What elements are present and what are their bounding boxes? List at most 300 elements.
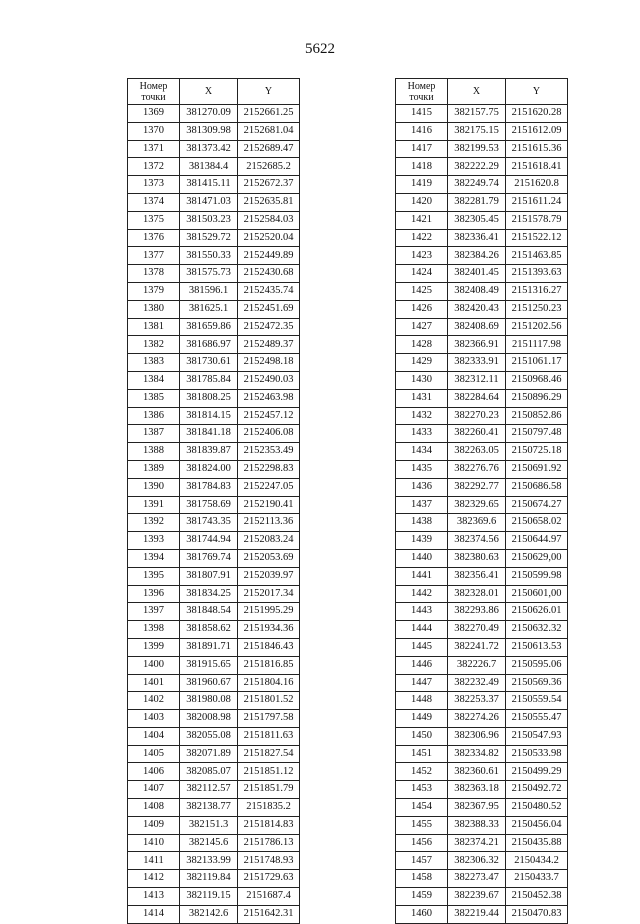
table-row — [396, 140, 568, 158]
x-cell: 382306.32 — [448, 852, 506, 870]
point-number-cell: 1385 — [128, 389, 180, 407]
point-number-cell: 1374 — [128, 193, 180, 211]
table-row — [128, 638, 300, 656]
table-row — [128, 229, 300, 247]
table-row — [128, 496, 300, 514]
table-row — [128, 354, 300, 372]
point-number-cell: 1459 — [396, 888, 448, 906]
point-number-cell: 1437 — [396, 496, 448, 514]
point-number-cell: 1445 — [396, 638, 448, 656]
x-cell: 382360.61 — [448, 763, 506, 781]
x-cell: 382157.75 — [448, 105, 506, 123]
y-cell: 2150434.2 — [506, 852, 568, 870]
y-cell: 2150499.29 — [506, 763, 568, 781]
table-row — [396, 549, 568, 567]
point-number-cell: 1392 — [128, 514, 180, 532]
table-row — [128, 745, 300, 763]
point-number-cell: 1436 — [396, 478, 448, 496]
x-cell: 382363.18 — [448, 781, 506, 799]
x-cell: 382219.44 — [448, 905, 506, 923]
point-number-cell: 1391 — [128, 496, 180, 514]
table-row — [128, 176, 300, 194]
table-row — [128, 834, 300, 852]
point-number-cell: 1375 — [128, 211, 180, 229]
x-cell: 381270.09 — [180, 105, 238, 123]
x-cell: 382384.26 — [448, 247, 506, 265]
y-cell: 2152689.47 — [238, 140, 300, 158]
x-cell: 382333.91 — [448, 354, 506, 372]
point-number-cell: 1409 — [128, 816, 180, 834]
table-row — [396, 354, 568, 372]
x-cell: 381839.87 — [180, 443, 238, 461]
point-number-cell: 1412 — [128, 870, 180, 888]
y-cell: 2152039.97 — [238, 567, 300, 585]
point-number-cell: 1454 — [396, 799, 448, 817]
table-row — [128, 585, 300, 603]
table-row — [396, 211, 568, 229]
table-row — [128, 282, 300, 300]
y-cell: 2151851.79 — [238, 781, 300, 799]
y-cell: 2151250.23 — [506, 300, 568, 318]
point-number-cell: 1452 — [396, 763, 448, 781]
x-cell: 381471.03 — [180, 193, 238, 211]
point-number-cell: 1394 — [128, 549, 180, 567]
y-cell: 2151202.56 — [506, 318, 568, 336]
x-cell: 382292.77 — [448, 478, 506, 496]
x-cell: 382374.21 — [448, 834, 506, 852]
x-cell: 382241.72 — [448, 638, 506, 656]
x-cell: 382232.49 — [448, 674, 506, 692]
x-cell: 381841.18 — [180, 425, 238, 443]
x-cell: 382293.86 — [448, 603, 506, 621]
table-row — [128, 514, 300, 532]
point-number-cell: 1410 — [128, 834, 180, 852]
x-cell: 382312.11 — [448, 371, 506, 389]
table-row — [396, 318, 568, 336]
x-cell: 381309.98 — [180, 122, 238, 140]
x-cell: 382369.6 — [448, 514, 506, 532]
y-cell: 2152635.81 — [238, 193, 300, 211]
table-row — [396, 870, 568, 888]
point-number-header-line2: точки — [409, 91, 434, 103]
x-cell: 381596.1 — [180, 282, 238, 300]
y-cell: 2152451.69 — [238, 300, 300, 318]
y-cell: 2152584.03 — [238, 211, 300, 229]
x-cell: 381858.62 — [180, 621, 238, 639]
y-cell: 2150644.97 — [506, 532, 568, 550]
y-cell: 2150547.93 — [506, 727, 568, 745]
y-cell: 2150632.32 — [506, 621, 568, 639]
y-cell: 2151393.63 — [506, 265, 568, 283]
point-number-cell: 1417 — [396, 140, 448, 158]
y-header: Y — [506, 79, 568, 105]
x-cell: 382388.33 — [448, 816, 506, 834]
y-cell: 2152435.74 — [238, 282, 300, 300]
y-cell: 2152672.37 — [238, 176, 300, 194]
x-cell: 382071.89 — [180, 745, 238, 763]
point-number-header-line2: точки — [141, 91, 166, 103]
x-cell: 382270.23 — [448, 407, 506, 425]
y-cell: 2150691.92 — [506, 460, 568, 478]
table-row — [396, 176, 568, 194]
table-row — [128, 816, 300, 834]
x-cell: 381659.86 — [180, 318, 238, 336]
table-row — [396, 567, 568, 585]
y-cell: 2150595.06 — [506, 656, 568, 674]
x-cell: 381625.1 — [180, 300, 238, 318]
table-row — [128, 247, 300, 265]
table-row — [128, 710, 300, 728]
y-cell: 2151061.17 — [506, 354, 568, 372]
y-cell: 2150569.36 — [506, 674, 568, 692]
y-cell: 2151463.85 — [506, 247, 568, 265]
table-row — [396, 425, 568, 443]
x-cell: 382145.6 — [180, 834, 238, 852]
y-cell: 2151846.43 — [238, 638, 300, 656]
x-cell: 382408.69 — [448, 318, 506, 336]
point-number-cell: 1395 — [128, 567, 180, 585]
x-cell: 382281.79 — [448, 193, 506, 211]
y-cell: 2150896.29 — [506, 389, 568, 407]
x-cell: 382138.77 — [180, 799, 238, 817]
x-cell: 382239.67 — [448, 888, 506, 906]
point-number-cell: 1381 — [128, 318, 180, 336]
point-number-cell: 1377 — [128, 247, 180, 265]
point-number-cell: 1413 — [128, 888, 180, 906]
x-cell: 382366.91 — [448, 336, 506, 354]
point-number-cell: 1428 — [396, 336, 448, 354]
table-row — [128, 905, 300, 923]
point-number-cell: 1390 — [128, 478, 180, 496]
table-row — [396, 105, 568, 123]
y-cell: 2151117.98 — [506, 336, 568, 354]
y-cell: 2151811.63 — [238, 727, 300, 745]
y-cell: 2151522.12 — [506, 229, 568, 247]
point-number-cell: 1430 — [396, 371, 448, 389]
table-row — [128, 105, 300, 123]
table-row — [396, 745, 568, 763]
y-cell: 2151797.58 — [238, 710, 300, 728]
table-row — [396, 799, 568, 817]
table-row — [128, 443, 300, 461]
table-row — [128, 193, 300, 211]
table-row — [396, 888, 568, 906]
y-cell: 2152298.83 — [238, 460, 300, 478]
table-row — [396, 478, 568, 496]
table-row — [396, 336, 568, 354]
y-cell: 2151687.4 — [238, 888, 300, 906]
table-row — [396, 371, 568, 389]
y-cell: 2152685.2 — [238, 158, 300, 176]
x-cell: 382284.64 — [448, 389, 506, 407]
x-cell: 382263.05 — [448, 443, 506, 461]
point-number-cell: 1371 — [128, 140, 180, 158]
table-row — [396, 300, 568, 318]
x-cell: 382306.96 — [448, 727, 506, 745]
point-number-cell: 1460 — [396, 905, 448, 923]
table-row — [396, 158, 568, 176]
table-row — [128, 425, 300, 443]
table-row — [396, 763, 568, 781]
x-cell: 382273.47 — [448, 870, 506, 888]
point-number-cell: 1393 — [128, 532, 180, 550]
y-cell: 2151612.09 — [506, 122, 568, 140]
point-number-cell: 1446 — [396, 656, 448, 674]
y-cell: 2152083.24 — [238, 532, 300, 550]
x-cell: 381915.65 — [180, 656, 238, 674]
table-row — [396, 621, 568, 639]
point-number-header-line1: Номер — [139, 80, 168, 92]
x-header: X — [180, 79, 238, 105]
y-cell: 2151316.27 — [506, 282, 568, 300]
point-number-cell: 1386 — [128, 407, 180, 425]
x-cell: 381824.00 — [180, 460, 238, 478]
point-number-cell: 1406 — [128, 763, 180, 781]
table-header-row — [396, 79, 568, 105]
table-row — [128, 781, 300, 799]
point-number-cell: 1408 — [128, 799, 180, 817]
table-row — [128, 621, 300, 639]
y-cell: 2152490.03 — [238, 371, 300, 389]
x-header: X — [448, 79, 506, 105]
x-cell: 382119.84 — [180, 870, 238, 888]
table-row — [128, 603, 300, 621]
point-number-cell: 1448 — [396, 692, 448, 710]
point-number-cell: 1418 — [396, 158, 448, 176]
x-cell: 382175.15 — [448, 122, 506, 140]
y-cell: 2151615.36 — [506, 140, 568, 158]
y-cell: 2150492.72 — [506, 781, 568, 799]
point-number-cell: 1434 — [396, 443, 448, 461]
point-number-cell: 1438 — [396, 514, 448, 532]
table-row — [396, 247, 568, 265]
y-cell: 2150626.01 — [506, 603, 568, 621]
point-number-cell: 1449 — [396, 710, 448, 728]
point-number-cell: 1424 — [396, 265, 448, 283]
y-cell: 2150435.88 — [506, 834, 568, 852]
x-cell: 381758.69 — [180, 496, 238, 514]
y-cell: 2152017.34 — [238, 585, 300, 603]
x-cell: 382085.07 — [180, 763, 238, 781]
table-row — [396, 389, 568, 407]
x-cell: 382226.7 — [448, 656, 506, 674]
table-row — [396, 852, 568, 870]
point-number-cell: 1443 — [396, 603, 448, 621]
x-cell: 382222.29 — [448, 158, 506, 176]
table-row — [128, 888, 300, 906]
point-number-cell: 1431 — [396, 389, 448, 407]
y-cell: 2150456.04 — [506, 816, 568, 834]
table-row — [128, 478, 300, 496]
y-cell: 2152449.89 — [238, 247, 300, 265]
table-row — [396, 656, 568, 674]
x-cell: 381730.61 — [180, 354, 238, 372]
y-cell: 2150852.86 — [506, 407, 568, 425]
x-cell: 382334.82 — [448, 745, 506, 763]
y-header: Y — [238, 79, 300, 105]
point-number-cell: 1420 — [396, 193, 448, 211]
point-number-cell: 1432 — [396, 407, 448, 425]
table-row — [396, 727, 568, 745]
y-cell: 2152247.05 — [238, 478, 300, 496]
y-cell: 2151851.12 — [238, 763, 300, 781]
x-cell: 382329.65 — [448, 496, 506, 514]
x-cell: 381575.73 — [180, 265, 238, 283]
table-row — [128, 389, 300, 407]
x-cell: 382276.76 — [448, 460, 506, 478]
x-cell: 381373.42 — [180, 140, 238, 158]
x-cell: 382260.41 — [448, 425, 506, 443]
x-cell: 382151.3 — [180, 816, 238, 834]
table-row — [396, 781, 568, 799]
point-number-cell: 1383 — [128, 354, 180, 372]
table-row — [396, 585, 568, 603]
x-cell: 381415.11 — [180, 176, 238, 194]
point-number-cell: 1455 — [396, 816, 448, 834]
point-number-cell: 1435 — [396, 460, 448, 478]
table-row — [128, 460, 300, 478]
table-row — [128, 763, 300, 781]
point-number-cell: 1423 — [396, 247, 448, 265]
y-cell: 2151620.28 — [506, 105, 568, 123]
coordinates-table-right — [395, 78, 568, 924]
point-number-cell: 1388 — [128, 443, 180, 461]
y-cell: 2151620.8 — [506, 176, 568, 194]
point-number-cell: 1450 — [396, 727, 448, 745]
point-number-cell: 1440 — [396, 549, 448, 567]
x-cell: 381808.25 — [180, 389, 238, 407]
y-cell: 2152353.49 — [238, 443, 300, 461]
y-cell: 2151642.31 — [238, 905, 300, 923]
y-cell: 2152520.04 — [238, 229, 300, 247]
point-number-cell: 1442 — [396, 585, 448, 603]
y-cell: 2150629,00 — [506, 549, 568, 567]
y-cell: 2152498.18 — [238, 354, 300, 372]
point-number-cell: 1441 — [396, 567, 448, 585]
point-number-cell: 1370 — [128, 122, 180, 140]
point-number-cell: 1447 — [396, 674, 448, 692]
x-cell: 381807.91 — [180, 567, 238, 585]
y-cell: 2151995.29 — [238, 603, 300, 621]
x-cell: 382356.41 — [448, 567, 506, 585]
table-row — [128, 799, 300, 817]
point-number-cell: 1407 — [128, 781, 180, 799]
point-number-cell: 1415 — [396, 105, 448, 123]
point-number-cell: 1402 — [128, 692, 180, 710]
point-number-cell: 1379 — [128, 282, 180, 300]
table-row — [396, 282, 568, 300]
point-number-header — [396, 79, 448, 105]
y-cell: 2150686.58 — [506, 478, 568, 496]
point-number-cell: 1384 — [128, 371, 180, 389]
x-cell: 382199.53 — [448, 140, 506, 158]
point-number-header — [128, 79, 180, 105]
table-row — [128, 265, 300, 283]
y-cell: 2151611.24 — [506, 193, 568, 211]
y-cell: 2150674.27 — [506, 496, 568, 514]
y-cell: 2152053.69 — [238, 549, 300, 567]
table-row — [396, 443, 568, 461]
x-cell: 382142.6 — [180, 905, 238, 923]
x-cell: 382270.49 — [448, 621, 506, 639]
point-number-cell: 1387 — [128, 425, 180, 443]
table-row — [128, 567, 300, 585]
x-cell: 382274.26 — [448, 710, 506, 728]
y-cell: 2151814.83 — [238, 816, 300, 834]
point-number-cell: 1439 — [396, 532, 448, 550]
point-number-cell: 1373 — [128, 176, 180, 194]
x-cell: 381384.4 — [180, 158, 238, 176]
table-row — [128, 407, 300, 425]
x-cell: 382119.15 — [180, 888, 238, 906]
point-number-cell: 1401 — [128, 674, 180, 692]
x-cell: 381550.33 — [180, 247, 238, 265]
table-row — [396, 834, 568, 852]
table-header-row — [128, 79, 300, 105]
table-body — [396, 105, 568, 924]
y-cell: 2151801.52 — [238, 692, 300, 710]
point-number-cell: 1404 — [128, 727, 180, 745]
x-cell: 382249.74 — [448, 176, 506, 194]
point-number-cell: 1453 — [396, 781, 448, 799]
x-cell: 381814.15 — [180, 407, 238, 425]
y-cell: 2150725.18 — [506, 443, 568, 461]
point-number-cell: 1429 — [396, 354, 448, 372]
y-cell: 2152472.35 — [238, 318, 300, 336]
table-row — [128, 122, 300, 140]
y-cell: 2152463.98 — [238, 389, 300, 407]
x-cell: 381891.71 — [180, 638, 238, 656]
table-row — [128, 140, 300, 158]
point-number-cell: 1378 — [128, 265, 180, 283]
x-cell: 382253.37 — [448, 692, 506, 710]
y-cell: 2150470.83 — [506, 905, 568, 923]
coordinates-table-left — [127, 78, 300, 924]
x-cell: 382112.57 — [180, 781, 238, 799]
table-row — [396, 407, 568, 425]
y-cell: 2152190.41 — [238, 496, 300, 514]
point-number-cell: 1421 — [396, 211, 448, 229]
x-cell: 381960.67 — [180, 674, 238, 692]
table-row — [396, 265, 568, 283]
x-cell: 381769.74 — [180, 549, 238, 567]
table-row — [396, 514, 568, 532]
point-number-cell: 1457 — [396, 852, 448, 870]
x-cell: 382055.08 — [180, 727, 238, 745]
x-cell: 381980.08 — [180, 692, 238, 710]
point-number-cell: 1372 — [128, 158, 180, 176]
table-row — [396, 692, 568, 710]
point-number-cell: 1400 — [128, 656, 180, 674]
x-cell: 382408.49 — [448, 282, 506, 300]
y-cell: 2151934.36 — [238, 621, 300, 639]
y-cell: 2151786.13 — [238, 834, 300, 852]
table-row — [128, 371, 300, 389]
y-cell: 2150555.47 — [506, 710, 568, 728]
point-number-cell: 1382 — [128, 336, 180, 354]
y-cell: 2151618.41 — [506, 158, 568, 176]
y-cell: 2152406.08 — [238, 425, 300, 443]
x-cell: 381503.23 — [180, 211, 238, 229]
y-cell: 2150559.54 — [506, 692, 568, 710]
y-cell: 2150533.98 — [506, 745, 568, 763]
point-number-cell: 1433 — [396, 425, 448, 443]
y-cell: 2151578.79 — [506, 211, 568, 229]
x-cell: 382380.63 — [448, 549, 506, 567]
point-number-cell: 1399 — [128, 638, 180, 656]
y-cell: 2151804.16 — [238, 674, 300, 692]
y-cell: 2151835.2 — [238, 799, 300, 817]
